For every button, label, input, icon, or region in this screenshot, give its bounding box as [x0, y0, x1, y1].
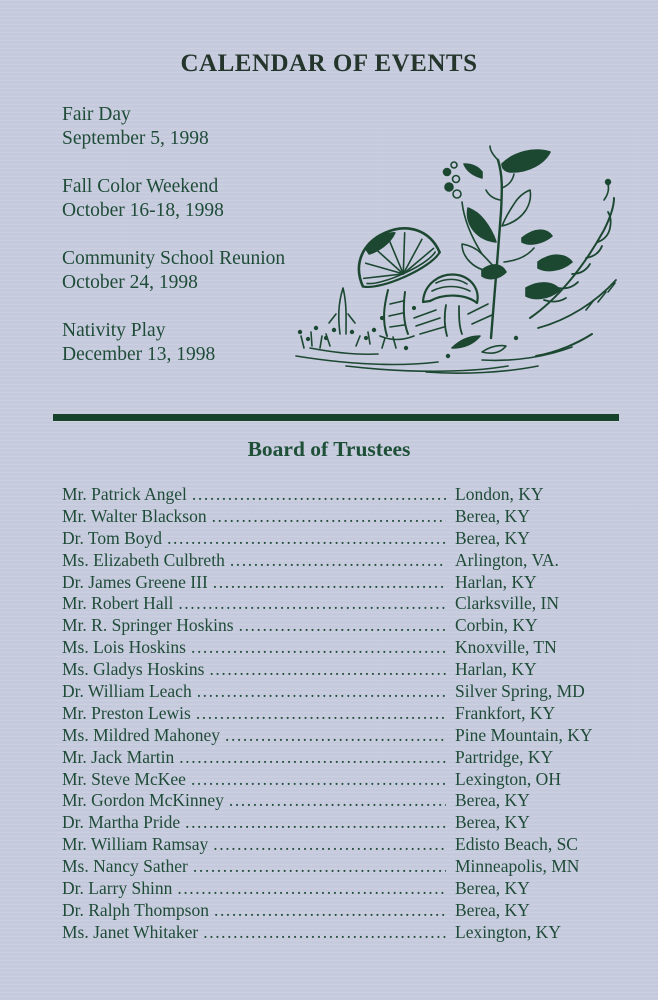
trustee-name: Ms. Mildred Mahoney	[62, 724, 220, 745]
trustee-name: Mr. Walter Blackson	[62, 505, 207, 526]
trustee-name-block	[62, 550, 446, 572]
trustee-location: Minneapolis, MN	[455, 856, 580, 877]
trustee-row	[62, 484, 599, 506]
trustee-name-block	[62, 834, 446, 856]
trustee-location: Corbin, KY	[455, 615, 538, 636]
trustee-row	[62, 506, 599, 528]
dot-leader	[239, 615, 446, 637]
dot-leader	[193, 856, 446, 878]
trustee-name-block	[62, 769, 446, 791]
dot-leader	[197, 681, 446, 703]
trustee-name-block	[62, 703, 446, 725]
trustee-location: Clarksville, IN	[455, 593, 560, 614]
mushroom-fern-sketch-svg	[286, 142, 622, 376]
trustee-name: Ms. Gladys Hoskins	[62, 659, 205, 680]
trustee-name: Dr. Ralph Thompson	[62, 899, 209, 920]
trustee-name: Mr. Gordon McKinney	[62, 790, 224, 811]
trustee-row	[62, 834, 599, 856]
trustee-location: Berea, KY	[455, 790, 530, 811]
mushroom-fern-illustration-icon	[286, 142, 622, 376]
trustee-name: Dr. Tom Boyd	[62, 527, 163, 548]
trustee-location: Berea, KY	[455, 878, 530, 899]
event-name: Community School Reunion	[62, 248, 286, 269]
trustee-row	[62, 769, 599, 791]
trustee-location: Pine Mountain, KY	[455, 724, 593, 745]
event-name: Nativity Play	[62, 320, 166, 341]
trustee-row	[62, 593, 599, 615]
event-date: October 24, 1998	[62, 272, 198, 293]
trustee-name-block	[62, 593, 446, 615]
trustee-name-block	[62, 681, 446, 703]
event-name: Fall Color Weekend	[62, 176, 219, 197]
trustee-row	[62, 747, 599, 769]
dot-leader	[185, 812, 446, 834]
trustee-name-block	[62, 572, 446, 594]
trustee-name: Mr. William Ramsay	[62, 834, 209, 855]
section-divider	[53, 414, 619, 421]
event-date: December 13, 1998	[62, 344, 216, 365]
trustee-location: Frankfort, KY	[455, 702, 556, 723]
dot-leader	[196, 703, 446, 725]
trustee-name: Mr. R. Springer Hoskins	[62, 615, 234, 636]
trustee-location: Berea, KY	[455, 505, 530, 526]
dot-leader	[167, 528, 446, 550]
trustee-row	[62, 922, 599, 944]
trustee-name: Ms. Elizabeth Culbreth	[62, 549, 225, 570]
trustee-row	[62, 725, 599, 747]
events-list	[62, 103, 285, 391]
trustee-name: Dr. James Greene III	[62, 571, 208, 592]
trustee-name-block	[62, 659, 446, 681]
dot-leader	[192, 484, 446, 506]
page-title: CALENDAR OF EVENTS	[180, 50, 478, 77]
trustee-row	[62, 856, 599, 878]
trustee-name-block	[62, 615, 446, 637]
event-item	[62, 319, 285, 367]
trustee-location: Harlan, KY	[455, 571, 537, 592]
dot-leader	[178, 593, 446, 615]
trustee-name: Ms. Janet Whitaker	[62, 921, 199, 942]
trustee-row	[62, 572, 599, 594]
trustee-row	[62, 900, 599, 922]
trustee-name-block	[62, 900, 446, 922]
trustee-name-block	[62, 725, 446, 747]
trustee-row	[62, 878, 599, 900]
trustee-location: Lexington, OH	[455, 768, 561, 789]
dot-leader	[209, 659, 446, 681]
event-item	[62, 175, 285, 223]
trustee-row	[62, 812, 599, 834]
trustee-name: Dr. William Leach	[62, 681, 192, 702]
dot-leader	[191, 637, 446, 659]
trustee-name: Dr. Martha Pride	[62, 812, 181, 833]
trustee-name-block	[62, 747, 446, 769]
dot-leader	[225, 725, 446, 747]
trustee-name-block	[62, 856, 446, 878]
trustee-name: Mr. Steve McKee	[62, 768, 186, 789]
dot-leader	[230, 550, 446, 572]
trustee-name: Mr. Jack Martin	[62, 746, 175, 767]
dot-leader	[212, 506, 446, 528]
trustee-name: Dr. Larry Shinn	[62, 878, 173, 899]
dot-leader	[214, 900, 446, 922]
trustee-name: Mr. Robert Hall	[62, 593, 174, 614]
trustee-location: Harlan, KY	[455, 659, 537, 680]
trustee-row	[62, 550, 599, 572]
trustee-name: Ms. Lois Hoskins	[62, 637, 186, 658]
event-name: Fair Day	[62, 104, 131, 125]
trustee-name-block	[62, 637, 446, 659]
trustee-name-block	[62, 484, 446, 506]
trustee-location: Partridge, KY	[455, 746, 554, 767]
trustee-name: Mr. Patrick Angel	[62, 484, 187, 504]
trustees-list	[62, 484, 599, 944]
trustee-row	[62, 790, 599, 812]
trustee-location: London, KY	[455, 484, 544, 504]
trustee-location: Berea, KY	[455, 527, 530, 548]
trustee-name-block	[62, 528, 446, 550]
dot-leader	[177, 878, 446, 900]
trustees-heading: Board of Trustees	[247, 437, 411, 461]
trustee-location: Berea, KY	[455, 812, 530, 833]
dot-leader	[203, 922, 446, 944]
trustee-row	[62, 615, 599, 637]
trustee-location: Knoxville, TN	[455, 637, 557, 658]
trustee-name-block	[62, 878, 446, 900]
dot-leader	[229, 790, 446, 812]
trustee-row	[62, 659, 599, 681]
dot-leader	[191, 769, 446, 791]
trustee-row	[62, 703, 599, 725]
trustee-row	[62, 681, 599, 703]
trustee-name-block	[62, 812, 446, 834]
trustee-name: Mr. Preston Lewis	[62, 702, 191, 723]
trustee-name-block	[62, 922, 446, 944]
trustee-row	[62, 637, 599, 659]
event-date: September 5, 1998	[62, 128, 209, 149]
dot-leader	[213, 572, 446, 594]
event-date: October 16-18, 1998	[62, 200, 224, 221]
trustee-name: Ms. Nancy Sather	[62, 856, 188, 877]
trustee-location: Silver Spring, MD	[455, 681, 585, 702]
dot-leader	[213, 834, 446, 856]
trustee-name-block	[62, 790, 446, 812]
trustee-location: Lexington, KY	[455, 921, 561, 942]
trustee-location: Berea, KY	[455, 899, 530, 920]
trustee-location: Edisto Beach, SC	[455, 834, 578, 855]
trustee-name-block	[62, 506, 446, 528]
event-item	[62, 247, 285, 295]
dot-leader	[179, 747, 446, 769]
trustee-row	[62, 528, 599, 550]
trustee-location: Arlington, VA.	[455, 549, 559, 570]
event-item	[62, 103, 285, 151]
